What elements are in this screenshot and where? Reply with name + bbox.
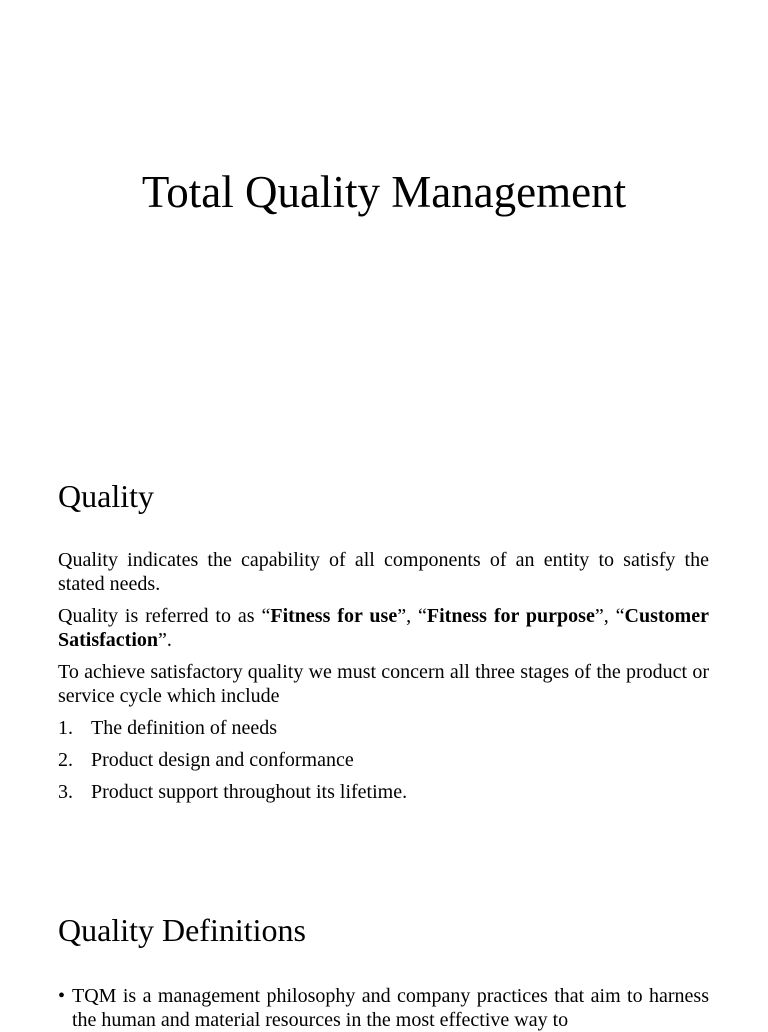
list-item-number: 1.	[58, 717, 73, 739]
referred-separator-1: ”, “	[397, 605, 427, 627]
title-slide	[0, 0, 768, 440]
quality-heading: Quality	[58, 478, 154, 514]
term-fitness-for-purpose: Fitness for purpose	[426, 605, 595, 627]
quality-stages-list	[58, 716, 709, 804]
list-item	[58, 716, 709, 740]
quality-definitions-slide	[0, 880, 768, 1031]
list-item-text: Product design and conformance	[91, 749, 354, 771]
list-item	[58, 780, 709, 804]
term-fitness-for-use: Fitness for use	[270, 605, 398, 627]
page-title: Total Quality Management	[141, 167, 627, 217]
quality-definition-paragraph: Quality indicates the capability of all components of an entity to satisfy the stated needs.	[58, 549, 709, 595]
list-item-number: 2.	[58, 749, 73, 771]
list-item-text: The definition of needs	[91, 717, 278, 739]
definitions-bullet-list	[58, 984, 709, 1032]
bullet-marker: •	[58, 985, 66, 1007]
quality-stages-paragraph: To achieve satisfactory quality we must concern all three stages of the product or service cycle which include	[58, 661, 709, 707]
referred-suffix: ”.	[158, 629, 172, 651]
term-customer-satisfaction: Customer Satisfaction	[58, 605, 709, 651]
list-item-number: 3.	[58, 781, 73, 803]
list-item-text: TQM is a management philosophy and company practices that aim to harness the human and material resources in the most effective way to	[72, 985, 709, 1031]
list-item	[58, 748, 709, 772]
quality-slide	[0, 440, 768, 880]
referred-separator-2: ”, “	[594, 605, 625, 627]
quality-body	[58, 548, 709, 812]
list-item-text: Product support throughout its lifetime.	[91, 781, 408, 803]
quality-referred-paragraph	[58, 604, 709, 652]
list-item	[58, 984, 709, 1032]
referred-prefix: Quality is referred to as “	[58, 605, 271, 627]
quality-definitions-heading: Quality Definitions	[58, 912, 306, 948]
